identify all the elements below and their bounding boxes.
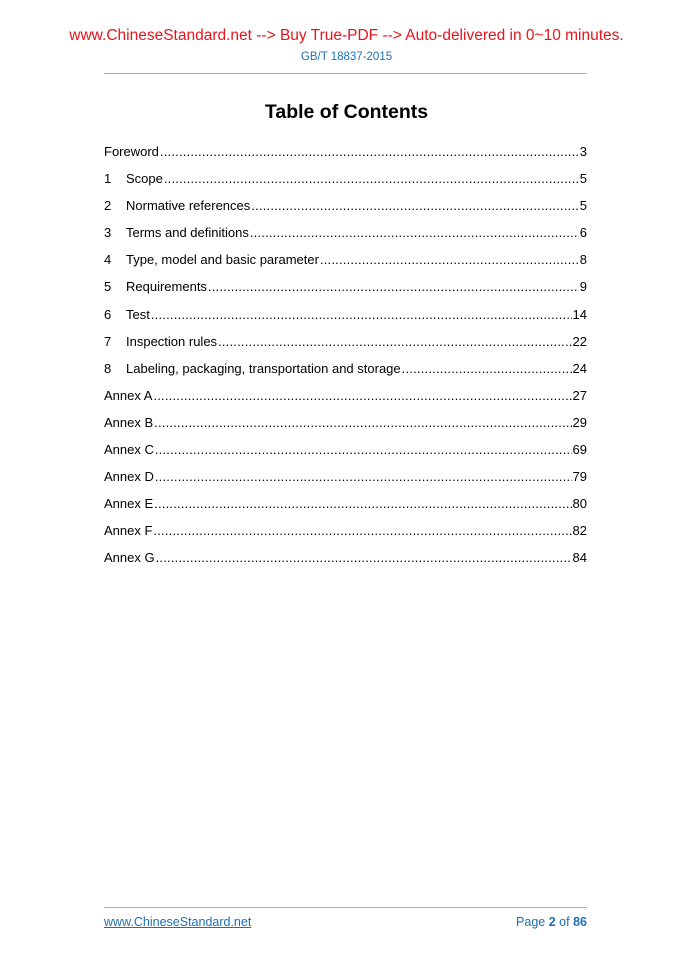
toc-entry-page: 84 [572,550,587,566]
toc-entry-test[interactable] [104,305,587,332]
page-total: 86 [573,915,587,929]
toc-entry-page: 79 [572,469,587,485]
toc-dot-leader [155,440,572,460]
toc-entry-number: 7 [104,333,112,349]
toc-entry-annex-g[interactable] [104,548,587,575]
footer-site-link[interactable]: www.ChineseStandard.net [104,915,252,929]
toc-entry-number: 3 [104,225,112,241]
toc-entry-page: 69 [572,442,587,458]
toc-dot-leader [153,386,571,406]
toc-dot-leader [156,548,572,568]
toc-entry-label: Requirements [126,279,207,295]
toc-entry-page: 80 [572,496,587,512]
toc-entry-page: 6 [579,225,587,241]
toc-entry-page: 27 [572,387,587,403]
toc-entry-normative-references[interactable] [104,196,587,223]
toc-dot-leader [151,305,572,325]
toc-dot-leader [154,494,571,514]
toc-entry-label: Labeling, packaging, transportation and storage [126,360,401,376]
toc-entry-type-model-parameter[interactable] [104,250,587,277]
toc-entry-page: 24 [572,360,587,376]
toc-entry-label: Foreword [104,144,159,159]
toc-dot-leader [160,142,579,162]
toc-dot-leader [251,196,578,216]
toc-entry-page: 82 [572,523,587,539]
toc-entry-page: 8 [579,252,587,268]
standard-code: GB/T 18837-2015 [300,51,393,63]
toc-entry-annex-f[interactable] [104,521,587,548]
promo-banner[interactable]: www.ChineseStandard.net --> Buy True-PDF --> Auto-delivered in 0~10 minutes. [69,27,624,44]
toc-dot-leader [155,467,572,487]
toc-entry-label: Normative references [126,198,251,214]
page-current: 2 [548,915,556,929]
header-divider [104,73,587,74]
toc-entry-page: 14 [572,306,587,322]
toc-entry-label: Annex G [104,550,155,566]
toc-entry-label: Annex A [104,387,153,403]
toc-entry-number: 1 [104,171,112,187]
toc-entry-label: Annex C [104,442,154,458]
page-prefix: Page [516,915,546,929]
toc-dot-leader [154,413,571,433]
page-of: of [559,915,570,929]
toc-entry-number: 8 [104,360,112,376]
toc-entry-annex-b[interactable] [104,413,587,440]
toc-entry-label: Scope [126,171,163,187]
toc-entry-annex-e[interactable] [104,494,587,521]
toc-entry-label: Test [126,306,150,322]
toc-entry-label: Annex E [104,496,154,512]
toc-entry-labeling-packaging[interactable] [104,359,587,386]
toc-dot-leader [320,250,579,270]
toc-entry-page: 3 [579,144,587,159]
toc-entry-number: 5 [104,279,112,295]
toc-entry-number: 2 [104,198,112,214]
toc-entry-annex-c[interactable] [104,440,587,467]
toc-entry-page: 5 [579,171,587,187]
toc-entry-page: 9 [579,279,587,295]
toc-entry-requirements[interactable] [104,277,587,304]
toc-entry-terms-definitions[interactable] [104,223,587,250]
toc-entry-annex-d[interactable] [104,467,587,494]
toc-dot-leader [208,277,579,297]
toc-dot-leader [153,521,571,541]
toc-entry-label: Type, model and basic parameter [126,252,319,268]
table-of-contents [104,142,587,576]
page-title: Table of Contents [264,101,429,123]
toc-entry-label: Annex B [104,414,154,430]
toc-entry-inspection-rules[interactable] [104,332,587,359]
toc-entry-page: 22 [572,333,587,349]
toc-dot-leader [218,332,571,352]
toc-entry-label: Annex F [104,523,153,539]
toc-entry-annex-a[interactable] [104,386,587,413]
toc-entry-number: 4 [104,252,112,268]
toc-entry-page: 29 [572,414,587,430]
toc-entry-label: Terms and definitions [126,225,249,241]
toc-dot-leader [402,359,572,379]
page-indicator [516,915,587,929]
toc-entry-scope[interactable] [104,169,587,196]
footer-divider [104,907,587,908]
toc-entry-number: 6 [104,306,112,322]
toc-entry-label: Annex D [104,469,154,485]
toc-entry-foreword[interactable] [104,142,587,169]
toc-entry-page: 5 [579,198,587,214]
toc-dot-leader [250,223,579,243]
toc-dot-leader [164,169,579,189]
toc-entry-label: Inspection rules [126,333,218,349]
